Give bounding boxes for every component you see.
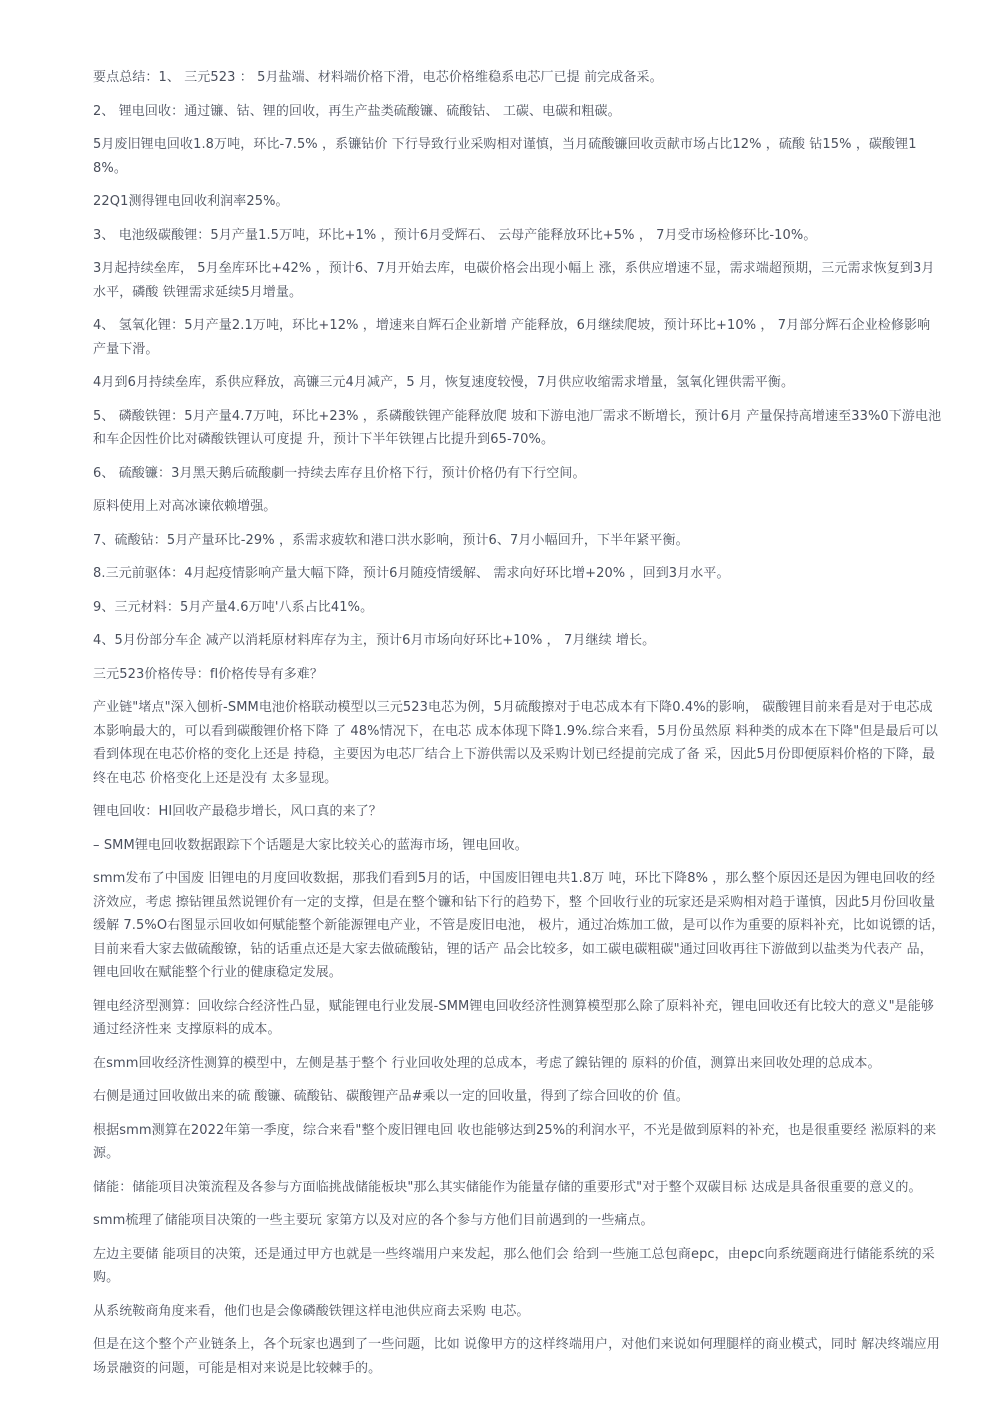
paragraph-carbonate-inventory: 3月起持续垒库， 5月垒库环比+42% ，预计6、7月开始去库，电碳价格会出现小幅上 涨，系供应增速不显，需求端超预期，三元需求恢复到3月水平，磷酸 铁锂需求延续5月增量。	[93, 261, 935, 300]
paragraph-recycling-may: 5月废旧锂电回收1.8万吨，环比-7.5% ，系镰钻价 下行导致行业采购相对谨慎，当月硫酸镰回收贡献市场占比12% ，硫酸 钻15% ，碳酸锂18%。	[93, 137, 917, 176]
document-body	[93, 66, 945, 1390]
paragraph-raw-material: 原料使用上对高冰谏依赖增强。	[93, 499, 277, 514]
paragraph-cobalt-sulfate: 7、硫酸钻：5月产量环比-29% ，系需求疲软和港口洪水影响，预计6、7月小幅回升，下半年紧平衡。	[93, 532, 689, 548]
paragraph-nickel-sulfate: 6、 硫酸镰：3月黑天鹅后硫酸劇一持续去库存且价格下行，预计价格仍有下行空间。	[93, 465, 586, 481]
paragraph-precursor: 8.三元前驱体：4月起疫情影响产量大幅下降，预计6月随疫情缓解、 需求向好环比增+20% ，回到3月水平。	[93, 566, 730, 581]
paragraph-price-linkage-model: 产业链"堵点"深入刨析-SMM电池价格联动模型以三元523电芯为例，5月硫酸擦对于电芯成本有下降0.4%的影响， 碳酸锂目前来看是对于电芯成本影响最大的，可以看到碳酸锂价格下降 了 48%情况下，在电芯 成本体现下降1.9%.综合来看，5月份虽然原 料种类的成本在下降"但是最后可以看到体现在电芯价格的变化上还是 持稳，主要因为电芯厂结合上下游供需以及采购计划已经提前完成了备 采，因此5月份即便原料价格的下降，最终在电芯 价格变化上还是没有 太多显现。	[93, 700, 938, 786]
paragraph-recycling-margin: 22Q1测得锂电回收利润率25%。	[93, 194, 289, 209]
paragraph-summary-1: 要点总结：1、 三元523 ： 5月盐端、材料端价格下滑，电芯价格维稳系电芯厂已提 前完成备采。	[93, 70, 663, 85]
paragraph-recycling: 2、 锂电回收：通过镰、钴、锂的回收，再生产盐类硫酸镰、硫酸钴、 工碳、电碳和粗碳。	[93, 103, 621, 119]
paragraph-system-integrator: 从系统鞍商角度来看，他们也是会像磷酸铁锂这样电池供应商去采购 电芯。	[93, 1303, 530, 1319]
paragraph-economics-q1: 根据smm测算在2022年第一季度，综合来看"整个废旧锂电回 收也能够达到25%的利润水平，不光是做到原料的补充，也是很重要经 淞原料的来源。	[93, 1122, 937, 1161]
paragraph-chain-issues: 但是在这个整个产业链条上，各个玩家也遇到了一些问题，比如 说像甲方的这样终端用户，对他们来说如何理腿样的商业模式，同时 解决终端应用场景融资的问题，可能是相对来说是比较棘手的。	[93, 1337, 940, 1376]
paragraph-hydroxide-inventory: 4月到6月持续垒库，系供应释放，高镰三元4月减产，5 月，恢复速度较慢，7月供应收缩需求增量，氢氧化锂供需平衡。	[93, 375, 795, 390]
paragraph-storage-decision: 左边主要储 能项目的决策，还是通过甲方也就是一些终端用户来发起，那么他们会 给到一些施工总包商epc，由epc向系统题商进行储能系统的采购。	[93, 1246, 935, 1285]
paragraph-lithium-hydroxide: 4、 氢氧化锂：5月产量2.1万吨，环比+12% ，增速来自辉石企业新增 产能释放，6月继续爬坡，预计环比+10% ， 7月部分辉石企业检修影响 产量下滑。	[93, 318, 931, 357]
paragraph-economics-right: 右侧是通过回收做出来的硫 酸镰、硫酸钻、碳酸锂产品#乘以一定的回收量，得到了综合回收的价 值。	[93, 1089, 689, 1104]
paragraph-economics: 锂电经济型测算：回收综合经济性凸显，赋能锂电行业发展-SMM锂电回收经济性测算模型那么除了原料补充，锂电回收还有比较大的意义"是能够通过经济性来 支撑原料的成本。	[93, 998, 934, 1037]
paragraph-automakers: 4、5月份部分车企 减产以消耗原材料库存为主，预计6月市场向好环比+10% ， 7月继续 增长。	[93, 633, 656, 648]
paragraph-recycling-tracking: – SMM锂电回收数据跟踪下个话题是大家比较关心的蓝海市场，锂电回收。	[93, 837, 528, 853]
paragraph-storage-players: smm梳理了储能项目决策的一些主要玩 家第方以及对应的各个参与方他们目前遇到的一些痛点。	[93, 1213, 654, 1228]
paragraph-ternary-material: 9、三元材料：5月产量4.6万吨'八系占比41%。	[93, 599, 374, 615]
paragraph-energy-storage: 储能：储能项目决策流程及各参与方面临挑战储能板块"那么其实储能作为能量存储的重要形式"对于整个双碳目标 达成是具备很重要的意义的。	[93, 1179, 922, 1195]
paragraph-lithium-carbonate: 3、 电池级碳酸锂：5月产量1.5万吨，环比+1% ，预计6月受辉石、 云母产能释放环比+5% ， 7月受市场检修环比-10%。	[93, 227, 817, 243]
paragraph-recycling-monthly: smm发布了中国废 旧锂电的月度回收数据，那我们看到5月的话，中国废旧锂电共1.8万 吨，环比下降8% ，那么整个原因还是因为锂电回收的经济效应，考虑 擦钻锂虽然说锂价有一定的支撑，但是在整个镰和钻下行的趋势下，整 个回收行业的玩家还是采购相对趋于谨慎，因此5月份回收量缓解 7.5%O右图显示回收如何赋能整个新能源锂电产业，不管是废旧电池， 极片，通过冶炼加工做，是可以作为重要的原料补充，比如说镖的话， 目前来看大家去做硫酸镣，钻的话重点还是大家去做硫酸钻，锂的话产 品会比较多，如工碳电碳粗碳"通过回收再往下游做到以盐类为代表产 品，锂电回收在赋能整个行业的健康稳定发展。	[93, 871, 945, 980]
paragraph-economics-left: 在smm回收经济性测算的模型中，左侧是基于整个 行业回收处理的总成本，考虑了鎳钻锂的 原料的价值，测算出来回收处理的总成本。	[93, 1055, 881, 1071]
paragraph-lfp: 5、 磷酸铁锂：5月产量4.7万吨，环比+23% ，系磷酸铁锂产能释放爬 坡和下游电池厂需求不断增长，预计6月 产量保持高增速至33%0下游电池和车企因性价比对磷酸铁锂认可度提 升，预计下半年铁锂占比提升到65-70%。	[93, 408, 942, 447]
paragraph-price-transmission-heading: 三元523价格传导：fl价格传导有多难？	[93, 666, 324, 682]
paragraph-recycling-heading: 锂电回收：HI回收产最稳步增长，风口真的来了？	[93, 804, 382, 819]
